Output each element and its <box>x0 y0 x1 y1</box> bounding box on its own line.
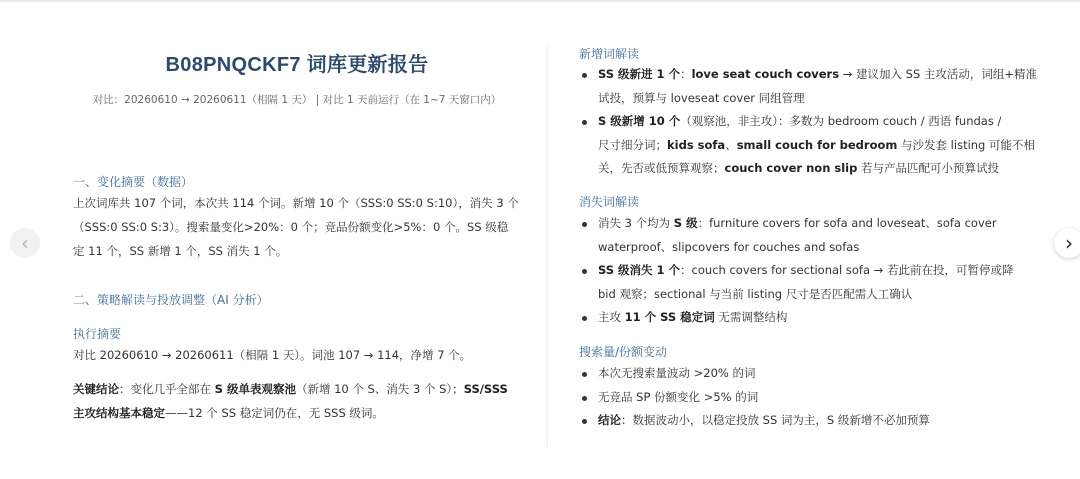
text-run: ： <box>680 67 692 81</box>
column-divider <box>547 45 548 447</box>
text-run: ：furniture covers for sofa and loveseat、sofa cover <box>697 216 997 230</box>
text-run: 主攻 <box>598 310 625 324</box>
text-run: （新增 10 个 S、消失 3 个 S）； <box>295 382 464 396</box>
bold-run: 11 个 SS 稳定词 <box>624 310 715 324</box>
bold-run: S 级新增 10 个 <box>598 114 681 128</box>
change-summary-text <box>73 191 523 263</box>
bold-run: S 级单表观察池 <box>214 382 296 396</box>
bold-run: SS 级消失 1 个 <box>598 263 681 277</box>
bold-run: SS 级新进 1 个 <box>598 67 681 81</box>
text-run: 与沙发套 listing 可能不相 <box>897 137 1036 152</box>
exec-summary-heading: 执行摘要 <box>73 327 122 341</box>
section-strategy <box>73 291 269 308</box>
bold-run: S 级 <box>673 216 698 230</box>
list-item <box>579 63 1038 110</box>
new-words-heading: 新增词解读 <box>579 47 640 61</box>
text-run: 试投，预算与 loveseat cover 同组管理 <box>598 90 805 105</box>
summary-line: 定 11 个，SS 新增 1 个，SS 消失 1 个。 <box>73 244 288 258</box>
text-run: ：变化几乎全部在 <box>119 382 215 396</box>
text-run: （观察池，非主攻）：多数为 bedroom couch / 西语 fundas / <box>680 114 1002 128</box>
section-heading: 二、策略解读与投放调整（AI 分析） <box>73 293 269 307</box>
list-item <box>579 306 1029 330</box>
text-run: 、 <box>725 137 737 152</box>
bold-run: 结论 <box>598 413 621 427</box>
bold-run: SS/SSS <box>463 382 508 396</box>
new-words-list <box>579 63 1038 181</box>
text-run: 关，先否或低预算观察； <box>598 161 725 175</box>
list-item <box>579 259 1029 306</box>
list-item: 无竞品 SP 份额变化 >5% 的词 <box>579 386 1029 410</box>
text-run: 无需调整结构 <box>714 310 788 324</box>
summary-line: 上次词库共 107 个词，本次共 114 个词。新增 10 个（SSS:0 SS:0 S:10），消失 3 个 <box>73 196 519 210</box>
text-run: 若与产品匹配可小预算试投 <box>857 161 999 175</box>
key-conclusion-line <box>73 401 523 425</box>
chevron-right-icon: › <box>1065 231 1073 255</box>
key-conclusion <box>73 377 523 425</box>
text-run: bid 观察；sectional 与当前 listing 尺寸是否匹配需人工确认 <box>598 286 913 301</box>
text-run: 尺寸细分词； <box>598 137 667 152</box>
exec-summary-text: 对比 20260610 → 20260611（相隔 1 天）。词池 107 → 114，净增 7 个。 <box>73 348 472 362</box>
text-run: ：数据波动小，以稳定投放 SS 词为主，S 级新增不必加预算 <box>621 413 930 427</box>
lost-words-list <box>579 212 1029 330</box>
text-run: ——12 个 SS 稳定词仍在，无 SSS 级词。 <box>165 406 384 420</box>
section-heading: 一、变化摘要（数据） <box>73 175 194 189</box>
summary-line: （SSS:0 SS:0 S:3）。搜索量变化>20%：0 个；竞品份额变化>5%：0 个。SS 级稳 <box>73 220 509 234</box>
lost-words-heading: 消失词解读 <box>579 195 640 209</box>
text-run: ：couch covers for sectional sofa → 若此前在投，可暂停或降 <box>680 263 1014 277</box>
bold-run: couch cover non slip <box>724 161 858 175</box>
key-conclusion-line <box>73 377 523 401</box>
bold-run: kids sofa <box>667 137 726 152</box>
volume-share-heading: 搜索量/份额变动 <box>579 345 668 359</box>
key-conclusion-label: 关键结论 <box>73 382 119 396</box>
page-title: B08PNQCKF7 词库更新报告 <box>165 54 429 76</box>
previous-page-button[interactable] <box>10 228 40 258</box>
list-item: 本次无搜索量波动 >20% 的词 <box>579 362 1029 386</box>
volume-share-list <box>579 362 1029 433</box>
chevron-left-icon: ‹ <box>21 231 29 255</box>
next-page-button[interactable] <box>1054 228 1080 258</box>
bold-run: love seat couch covers <box>691 67 840 81</box>
report-meta: 对比：20260610 → 20260611（相隔 1 天） | 对比 1 天前运行（在 1~7 天窗口内） <box>92 94 502 106</box>
text-run: → 建议加入 SS 主攻活动，词组+精准 <box>839 67 1038 81</box>
list-item <box>579 409 1029 433</box>
text-run: waterproof、slipcovers for couches and sofas <box>598 239 860 254</box>
list-item <box>579 110 1036 181</box>
section-change-summary <box>73 173 193 190</box>
text-run: 消失 3 个均为 <box>598 216 674 230</box>
bold-run: 主攻结构基本稳定 <box>73 406 165 420</box>
list-item <box>579 212 1029 259</box>
bold-run: small couch for bedroom <box>736 137 898 152</box>
